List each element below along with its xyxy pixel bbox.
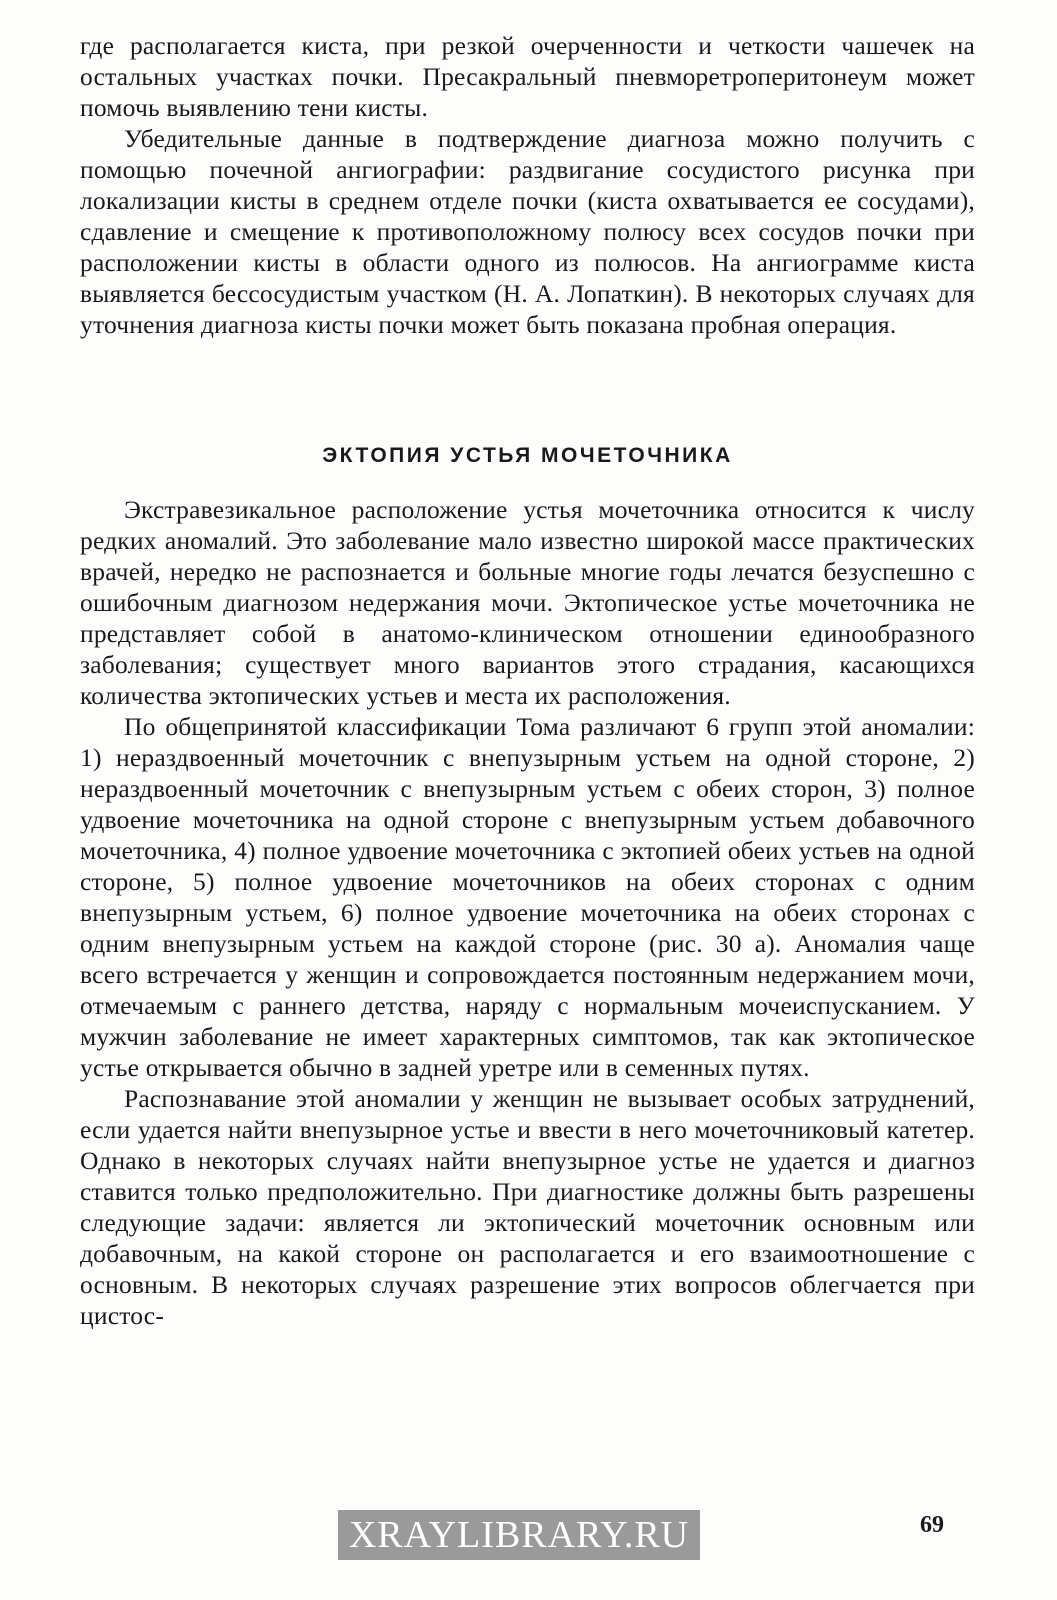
watermark-banner (338, 1510, 700, 1560)
bottom-text-block (80, 494, 975, 1331)
watermark-text: XRAYLIBRARY.RU (348, 1514, 690, 1556)
paragraph-classification: По общепринятой классификации Тома различают 6 групп этой аномалии: 1) нераздвоенный мочеточник с внепузырным устьем на одной стороне, 2) нераздвоенный мочеточник с внепузырным устьем с обеих сторон, 3) полное удвоение мочеточника на одной стороне с внепузырным устьем добавочного мочеточника, 4) полное удвоение мочеточника с эктопией обеих устьев на одной стороне, 5) полное удвоение мочеточников на обеих сторонах с одним внепузырным устьем, 6) полное удвоение мочеточника на обеих сторонах с одним внепузырным устьем на каждой стороне (рис. 30 а). Аномалия чаще всего встречается у женщин и сопровождается постоянным недержанием мочи, отмечаемым с раннего детства, наряду с нормальным мочеиспусканием. У мужчин заболевание не имеет характерных симптомов, так как эктопическое устье открывается обычно в задней уретре или в семенных путях. (80, 712, 975, 1082)
paragraph-intro: Экстравезикальное расположение устья мочеточника относится к числу редких аномалий. Это заболевание мало известно широкой массе практических врачей, нередко не распознается и больные многие годы лечатся безуспешно с ошибочным диагнозом недержания мочи. Эктопическое устье мочеточника не представляет собой в анатомо-клиническом отношении единообразного заболевания; существует много вариантов этого страдания, касающихся количества эктопических устьев и места их расположения. (80, 495, 975, 710)
top-text-block (80, 30, 975, 340)
paragraph-continuation: где располагается киста, при резкой очерченности и четкости чашечек на остальных участках почки. Пресакральный пневморетроперитонеум может помочь выявлению тени кисты. (80, 31, 975, 122)
paragraph-diagnosis: Распознавание этой аномалии у женщин не вызывает особых затруднений, если удается найти внепузырное устье и ввести в него мочеточниковый катетер. Однако в некоторых случаях найти внепузырное устье не удается и диагноз ставится только предположительно. При диагностике должны быть разрешены следующие задачи: является ли эктопический мочеточник основным или добавочным, на какой стороне он располагается и его взаимоотношение с основным. В некоторых случаях разрешение этих вопросов облегчается при цистос- (80, 1084, 975, 1330)
page-number: 69 (920, 1512, 944, 1538)
paragraph-angiography: Убедительные данные в подтверждение диагноза можно получить с помощью почечной ангиографии: раздвигание сосудистого рисунка при локализации кисты в среднем отделе почки (киста охватывается ее сосудами), сдавление и смещение к противоположному полюсу всех сосудов почки при расположении кисты в области одного из полюсов. На ангиограмме киста выявляется бессосудистым участком (Н. А. Лопаткин). В некоторых случаях для уточнения диагноза кисты почки может быть показана пробная операция. (80, 124, 975, 339)
section-heading: ЭКТОПИЯ УСТЬЯ МОЧЕТОЧНИКА (322, 444, 733, 467)
